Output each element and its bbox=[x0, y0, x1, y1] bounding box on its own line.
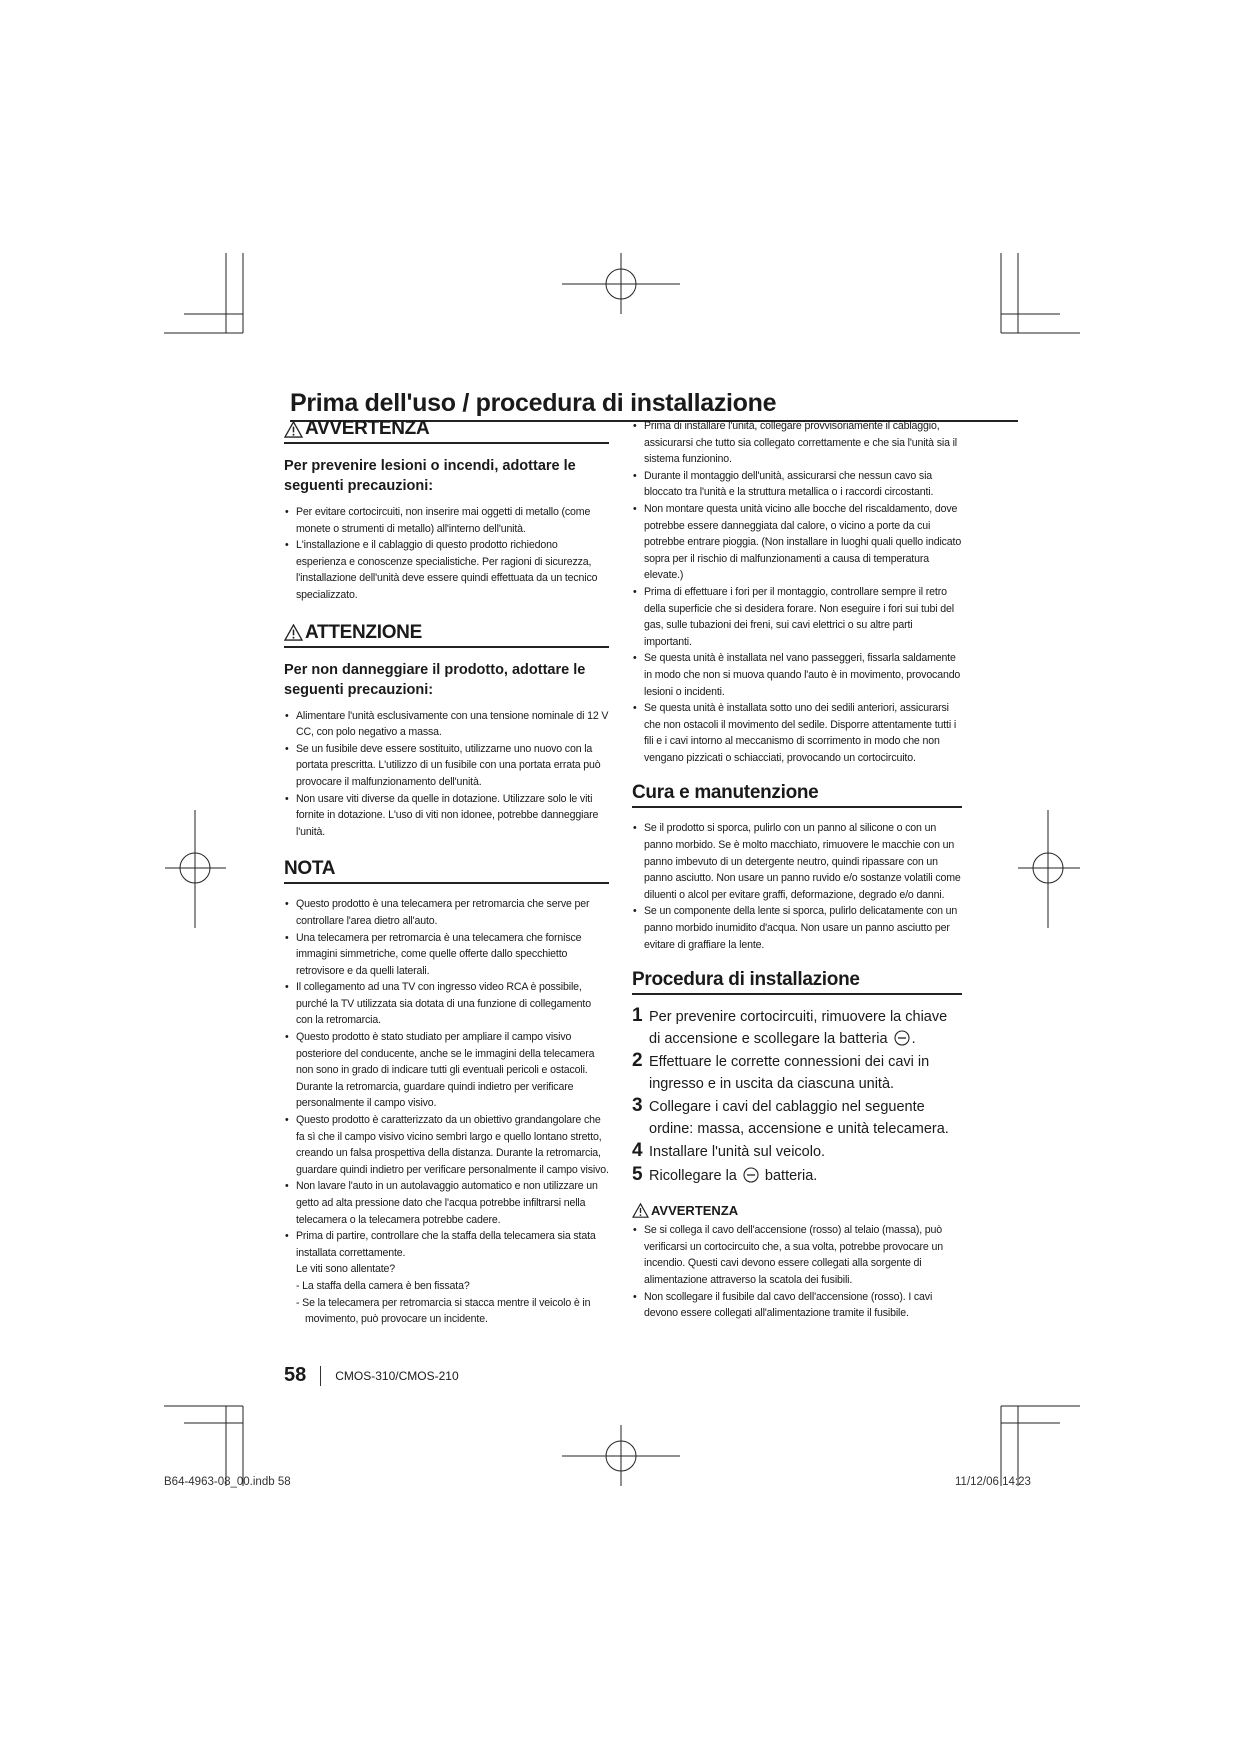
list-item: • Non montare questa unità vicino alle bocche del riscaldamento, dove potrebbe essere danneggiata dal calore, o vicino a porte da cui potrebbe entrare pioggia. (Non installare in luoghi quali quello indicato sopra per il rischio di malfunzionamenti a causa di temperatura elevate.) bbox=[632, 501, 962, 584]
warning-heading bbox=[284, 418, 609, 444]
list-item-text: • Prima di partire, controllare che la staffa della telecamera sia stata installata correttamente. bbox=[296, 1230, 596, 1259]
care-heading bbox=[632, 782, 962, 808]
step-text: Collegare i cavi del cablaggio nel seguente ordine: massa, accensione e unità telecamera. bbox=[649, 1099, 949, 1137]
step-text-end: . bbox=[911, 1030, 916, 1047]
list-item: • Per evitare cortocircuiti, non inserire mai oggetti di metallo (come monete o strumenti di metallo) all'interno dell'unità. bbox=[284, 504, 609, 537]
list-item: • Non lavare l'auto in un autolavaggio automatico e non utilizzare un getto ad alta pressione dato che l'acqua potrebbe infiltrarsi nella telecamera o la telecamera potrebbe cadere. bbox=[284, 1178, 609, 1228]
list-item: • Non usare viti diverse da quelle in dotazione. Utilizzare solo le viti fornite in dotazione. L'uso di viti non idonee, potrebbe danneggiare l'unità. bbox=[284, 791, 609, 841]
step-text: Installare l'unità sul veicolo. bbox=[649, 1144, 826, 1161]
list-item: • Se si collega il cavo dell'accensione (rosso) al telaio (massa), può verificarsi un cortocircuito che, a sua volta, potrebbe provocare un incendio. Questi cavi devono essere collegati alla sorgente di alimentazione attraverso la scatola dei fusibili. bbox=[632, 1222, 962, 1288]
caution-title: ATTENZIONE bbox=[305, 621, 422, 643]
caution-heading bbox=[284, 622, 609, 648]
list-item: • Questo prodotto è caratterizzato da un obiettivo grandangolare che fa sì che il campo visivo vicino sembri largo e quello lontano stretto, creando un falsa prospettiva della distanza. Durante la retromarcia, guardare quindi indietro per verificare personalmente il campo visivo. bbox=[284, 1112, 609, 1178]
procedure-steps bbox=[632, 1007, 962, 1187]
list-item: • L'installazione e il cablaggio di questo prodotto richiedono esperienza e conoscenze specialistiche. Per ragioni di sicurezza, l'installazione dell'unità deve essere quindi effettuata da un tecnico specializzato. bbox=[284, 537, 609, 603]
right-column bbox=[632, 418, 962, 1322]
list-item bbox=[284, 1228, 609, 1328]
print-slug-date: 11/12/06 14:23 bbox=[955, 1476, 1031, 1488]
installation-precautions-list bbox=[632, 418, 962, 766]
caution-subtitle: Per non danneggiare il prodotto, adottare le seguenti precauzioni: bbox=[284, 661, 586, 698]
warning-subtitle: Per prevenire lesioni o incendi, adottare le seguenti precauzioni: bbox=[284, 458, 576, 494]
step-number: 5 bbox=[632, 1163, 643, 1185]
list-item: • Questo prodotto è una telecamera per retromarcia che serve per controllare l'area dietro all'auto. bbox=[284, 896, 609, 929]
list-item: • Se questa unità è installata nel vano passeggeri, fissarla saldamente in modo che non si muova quando l'auto è in movimento, provocando lesioni o incidenti. bbox=[632, 650, 962, 700]
step-item bbox=[632, 1142, 962, 1164]
list-item-dash: - Se la telecamera per retromarcia si stacca mentre il veicolo è in movimento, può provocare un incidente. bbox=[296, 1296, 591, 1326]
warning-list bbox=[284, 504, 609, 604]
warning-title: AVVERTENZA bbox=[305, 418, 430, 439]
procedure-title: Procedura di installazione bbox=[632, 969, 860, 991]
list-item-question: Le viti sono allentate? bbox=[296, 1263, 396, 1276]
list-item: • Se un componente della lente si sporca, pulirlo delicatamente con un panno morbido inumidito d'acqua. Non usare un panno asciutto per evitare di graffiare la lente. bbox=[632, 903, 962, 953]
step-item bbox=[632, 1007, 962, 1050]
list-item: • Una telecamera per retromarcia è una telecamera che fornisce immagini simmetriche, come quelle offerte dallo specchietto retrovisore e da quelli laterali. bbox=[284, 930, 609, 980]
step-text: Effettuare le corrette connessioni dei cavi in ingresso e in uscita da ciascuna unità. bbox=[649, 1054, 930, 1092]
step-number: 1 bbox=[632, 1005, 643, 1027]
procedure-heading bbox=[632, 969, 962, 995]
list-item: • Questo prodotto è stato studiato per ampliare il campo visivo posteriore del conducente, anche se le immagini della telecamera non sono in grado di indicare tutti gli eventuali pericoli e ostacoli. Durante la retromarcia, guardare quindi indietro per verificare personalmente il campo visivo. bbox=[284, 1029, 609, 1112]
page-footer bbox=[284, 1364, 459, 1387]
page-number: 58 bbox=[284, 1364, 307, 1386]
warning-triangle-icon bbox=[632, 1203, 649, 1218]
negative-terminal-icon bbox=[894, 1030, 910, 1046]
care-list bbox=[632, 820, 962, 953]
step-item bbox=[632, 1163, 962, 1188]
left-column bbox=[284, 418, 609, 1328]
footer-divider bbox=[320, 1366, 321, 1386]
page-title: Prima dell'uso / procedura di installazione bbox=[290, 389, 1018, 422]
list-item: • Prima di effettuare i fori per il montaggio, controllare sempre il retro della superficie che si desidera forare. Non eseguire i fori sui tubi del gas, sulle tubazioni dei freni, sui cavi elettrici o su altre parti importanti. bbox=[632, 584, 962, 650]
warning2-title: AVVERTENZA bbox=[651, 1203, 739, 1219]
step-text-end: batteria. bbox=[764, 1167, 818, 1184]
step-text: Per prevenire cortocircuiti, rimuovere la chiave di accensione e scollegare la batteria bbox=[649, 1009, 948, 1047]
note-heading bbox=[284, 858, 609, 884]
list-item-dash: - La staffa della camera è ben fissata? bbox=[296, 1279, 470, 1292]
list-item: • Prima di installare l'unità, collegare provvisoriamente il cablaggio, assicurarsi che tutto sia collegato correttamente e che sia l'unità sia il sistema funzionino. bbox=[632, 418, 962, 468]
list-item: • Se un fusibile deve essere sostituito, utilizzarne uno nuovo con la portata prescritta. L'utilizzo di un fusibile con una portata errata può provocare il malfunzionamento dell'unità. bbox=[284, 741, 609, 791]
list-item: • Se il prodotto si sporca, pulirlo con un panno al silicone o con un panno morbido. Se è molto macchiato, rimuovere le macchie con un panno imbevuto di un detergente neutro, quindi ripassare con un panno asciutto. Non usare un panno ruvido e/o sostanze volatili come diluenti o alcol per evitare graffi, deformazione, degrado e/o danni. bbox=[632, 820, 962, 903]
model-name: CMOS-310/CMOS-210 bbox=[335, 1368, 459, 1383]
list-item: • Alimentare l'unità esclusivamente con una tensione nominale di 12 V CC, con polo negativo a massa. bbox=[284, 708, 609, 741]
step-number: 3 bbox=[632, 1095, 643, 1117]
care-title: Cura e manutenzione bbox=[632, 782, 819, 804]
print-slug-file: B64-4963-08_00.indb 58 bbox=[164, 1476, 291, 1488]
negative-terminal-icon bbox=[743, 1167, 759, 1183]
list-item: • Non scollegare il fusibile dal cavo dell'accensione (rosso). I cavi devono essere collegati all'alimentazione tramite il fusibile. bbox=[632, 1289, 962, 1322]
note-title: NOTA bbox=[284, 858, 336, 880]
warning-triangle-icon bbox=[284, 421, 303, 438]
step-item bbox=[632, 1097, 962, 1140]
warning-triangle-icon bbox=[284, 624, 303, 641]
list-item: • Il collegamento ad una TV con ingresso video RCA è possibile, purché la TV utilizzata sia dotata di una funzione di collegamento con la retromarcia. bbox=[284, 979, 609, 1029]
note-list bbox=[284, 896, 609, 1327]
list-item: • Durante il montaggio dell'unità, assicurarsi che nessun cavo sia bloccato tra l'unità e la struttura metallica o i raccordi circostanti. bbox=[632, 468, 962, 501]
step-number: 4 bbox=[632, 1140, 643, 1162]
step-item bbox=[632, 1052, 962, 1095]
caution-list bbox=[284, 708, 609, 841]
step-number: 2 bbox=[632, 1050, 643, 1072]
list-item: • Se questa unità è installata sotto uno dei sedili anteriori, assicurarsi che non ostacoli il movimento del sedile. Disporre attentamente tutti i fili e i cavi intorno al meccanismo di scorrimento in modo che non vengano pizzicati o schiacciati, provocando un cortocircuito. bbox=[632, 700, 962, 766]
warning2-list bbox=[632, 1222, 962, 1322]
warning2-heading bbox=[632, 1203, 962, 1218]
step-text: Ricollegare la bbox=[649, 1167, 737, 1184]
